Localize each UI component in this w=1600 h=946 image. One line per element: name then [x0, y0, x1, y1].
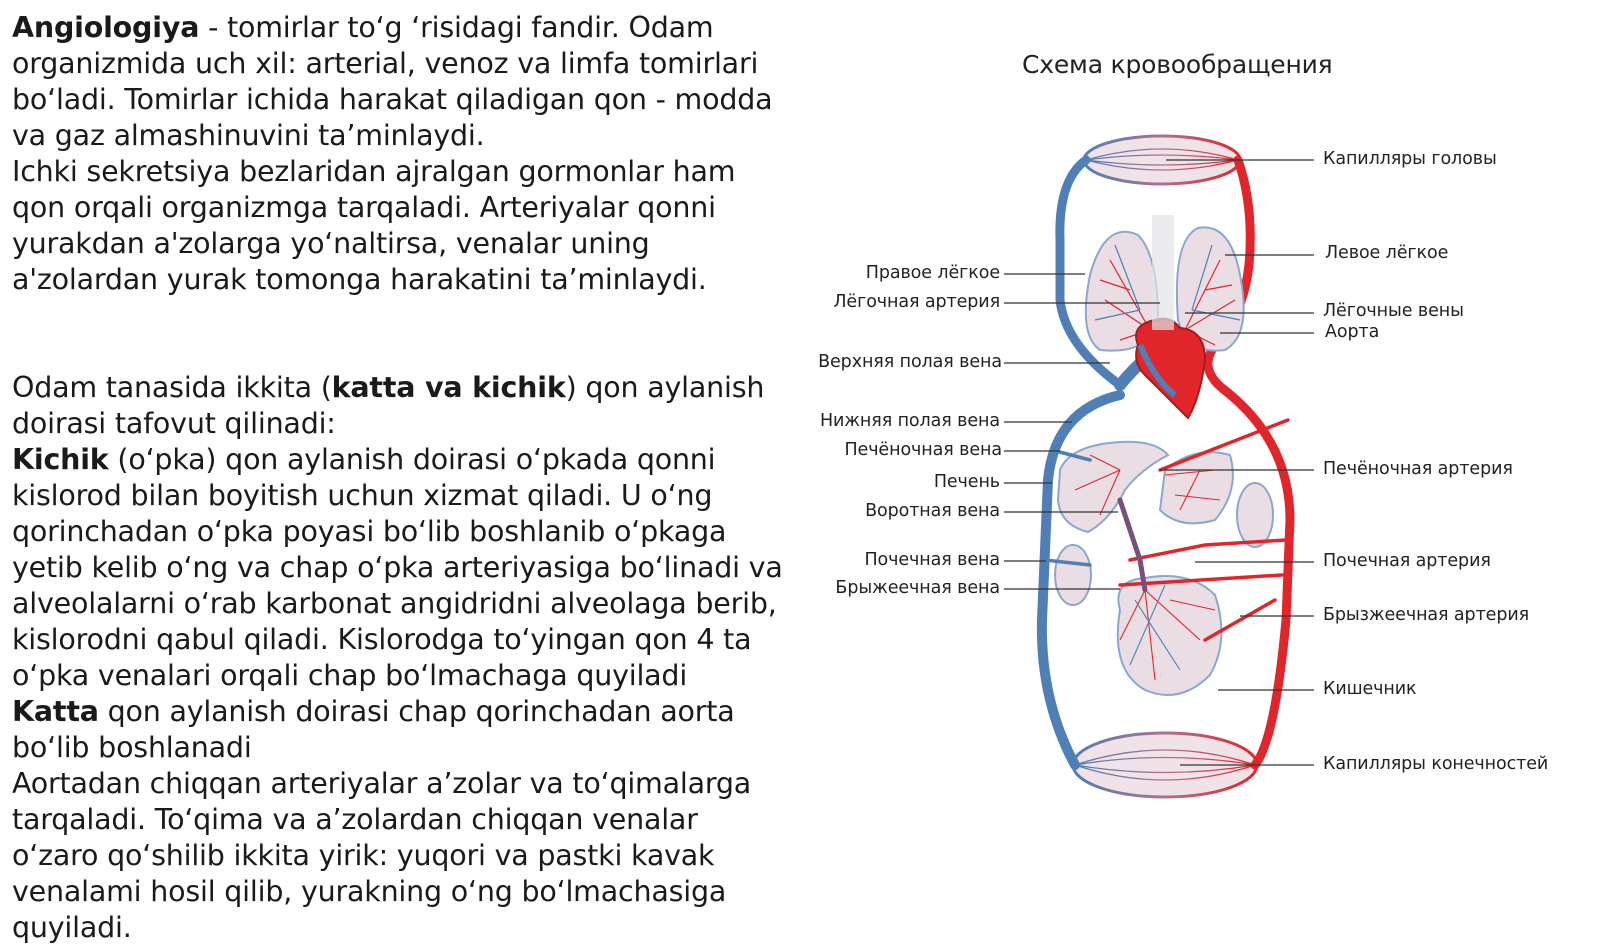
paragraph-systemic	[12, 694, 792, 766]
label-intestine: Кишечник	[1323, 679, 1417, 699]
term-big-circle: Katta	[12, 695, 99, 728]
label-hepatic-artery: Печёночная артерия	[1323, 459, 1513, 479]
paragraph-pulmonary-body: (o‘pka) qon aylanish doirasi o‘pkada qonni kislorod bilan boyitish uchun xizmat qiladi. U o‘ng qorinchadan o‘pka poyasi bo‘lib boshlanib o‘pkaga yetib kelib o‘ng va chap o‘pka arteriyasiga bo‘linadi va alveolalarni o‘rab karbonat angidridni alveolaga berib, kislorodni qabul qiladi. Kislorodga to‘yingan qon 4 ta o‘pka venalari orqali chap bo‘lmachaga quyiladi	[12, 443, 783, 692]
label-inferior-vena-cava: Нижняя полая вена	[819, 411, 1000, 431]
paragraph-gap	[12, 298, 792, 370]
diagram-title: Схема кровообращения	[1022, 50, 1333, 79]
term-circulations: katta va kichik	[331, 371, 566, 404]
label-aorta: Аорта	[1325, 322, 1380, 342]
label-pulmonary-artery: Лёгочная артерия	[833, 292, 1000, 312]
intro-text-start: Odam tanasida ikkita (	[12, 371, 332, 404]
label-portal-vein: Воротная вена	[865, 501, 1000, 521]
label-pulmonary-veins: Лёгочные вены	[1323, 301, 1464, 321]
term-small-circle: Kichik	[12, 443, 109, 476]
intestines	[1118, 576, 1222, 695]
label-renal-vein: Почечная вена	[864, 550, 1000, 570]
paragraph-pulmonary	[12, 442, 792, 694]
article-text	[12, 10, 792, 946]
label-superior-vena-cava: Верхняя полая вена	[818, 352, 1002, 372]
label-right-lung: Правое лёгкое	[865, 263, 1000, 283]
paragraph-circulation-intro	[12, 370, 792, 442]
paragraph-angiology	[12, 10, 792, 154]
intro-text-end: ) qon aylanish doirasi tafovut qilinadi:	[12, 371, 765, 440]
paragraph-angiology-body: - tomirlar to‘g ‘risidagi fandir. Odam organizmida uch xil: arterial, venoz va limfa tomirlari bo‘ladi. Tomirlar ichida harakat qiladigan qon - modda va gaz almashinuvini ta’minlaydi.	[12, 11, 773, 152]
label-left-lung: Левое лёгкое	[1325, 243, 1449, 263]
label-renal-artery: Почечная артерия	[1323, 551, 1491, 571]
term-angiology: Angiologiya	[12, 11, 200, 44]
kidney	[1055, 545, 1091, 605]
stomach	[1160, 452, 1233, 523]
label-liver: Печень	[933, 472, 1000, 492]
label-mesenteric-artery: Брызжеечная артерия	[1323, 605, 1530, 625]
circulation-diagram	[820, 0, 1600, 899]
label-limb-capillaries: Капилляры конечностей	[1323, 754, 1549, 774]
paragraph-systemic-body: qon aylanish doirasi chap qorinchadan aorta bo‘lib boshlanadi	[12, 695, 735, 764]
paragraph-hormones: Ichki sekretsiya bezlaridan ajralgan gormonlar ham qon orqali organizmga tarqaladi. Arteriyalar qonni yurakdan a'zolarga yo‘naltirsa, venalar uning a'zolardan yurak tomonga harakatini ta’minlaydi.	[12, 155, 736, 296]
spleen	[1237, 483, 1273, 547]
paragraph-aorta: Aortadan chiqqan arteriyalar a’zolar va to‘qimalarga tarqaladi. To‘qima va a’zolardan chiqqan venalar o‘zaro qo‘shilib ikkita yirik: yuqori va pastki kavak venalami hosil qilib, yurakning o‘ng bo‘lmachasiga quyiladi.	[12, 767, 752, 944]
label-mesenteric-vein: Брыжеечная вена	[835, 578, 1000, 598]
label-hepatic-vein: Печёночная вена	[844, 440, 1002, 460]
label-head-capillaries: Капилляры головы	[1323, 149, 1497, 169]
